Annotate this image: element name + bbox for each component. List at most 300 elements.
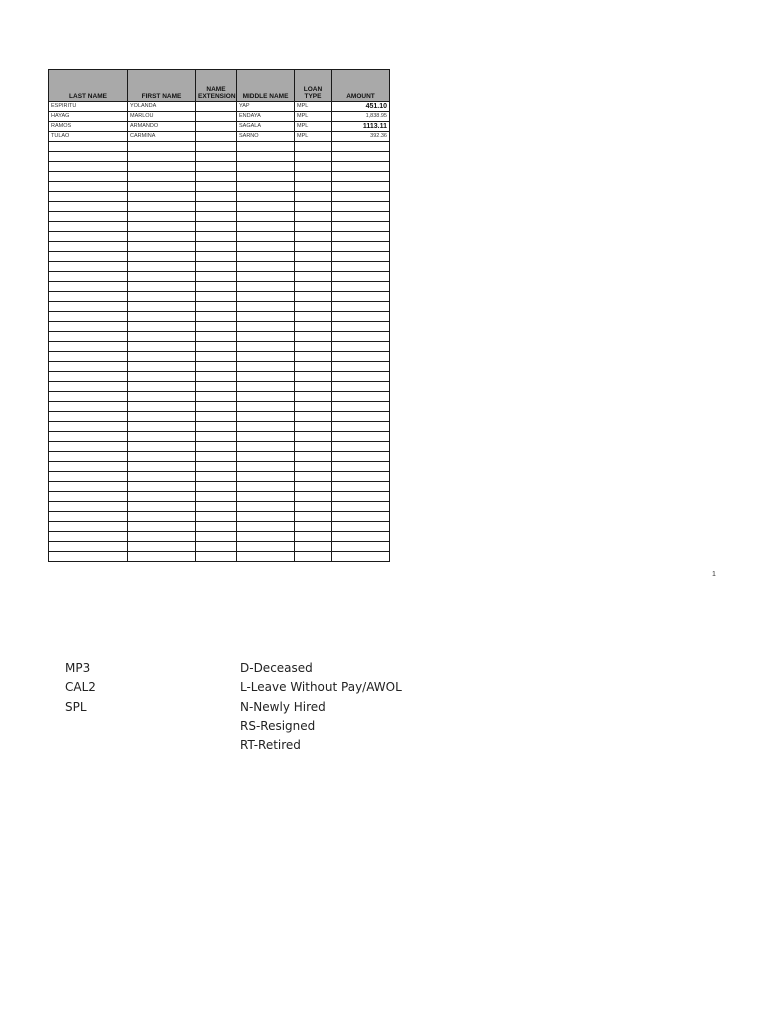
cell-loan-type [295, 142, 332, 152]
empty-row [49, 412, 390, 422]
cell-loan-type: MPL [295, 132, 332, 142]
empty-row [49, 252, 390, 262]
cell-last-name [49, 352, 128, 362]
cell-last-name [49, 262, 128, 272]
cell-middle-name [237, 262, 295, 272]
cell-first-name [128, 512, 196, 522]
cell-loan-type [295, 292, 332, 302]
cell-last-name [49, 332, 128, 342]
cell-last-name [49, 372, 128, 382]
cell-loan-type [295, 322, 332, 332]
cell-loan-type [295, 502, 332, 512]
cell-amount [332, 292, 390, 302]
cell-name-extension [196, 502, 237, 512]
cell-first-name [128, 202, 196, 212]
cell-last-name [49, 202, 128, 212]
cell-loan-type [295, 442, 332, 452]
cell-first-name [128, 252, 196, 262]
cell-name-extension [196, 182, 237, 192]
cell-first-name [128, 322, 196, 332]
cell-amount [332, 262, 390, 272]
cell-loan-type [295, 152, 332, 162]
cell-last-name [49, 542, 128, 552]
cell-first-name [128, 242, 196, 252]
cell-amount [332, 542, 390, 552]
empty-row [49, 542, 390, 552]
cell-middle-name [237, 482, 295, 492]
cell-middle-name [237, 222, 295, 232]
cell-loan-type [295, 552, 332, 562]
cell-loan-type [295, 382, 332, 392]
cell-last-name [49, 212, 128, 222]
cell-loan-type [295, 392, 332, 402]
cell-last-name [49, 152, 128, 162]
cell-first-name [128, 282, 196, 292]
cell-name-extension [196, 282, 237, 292]
cell-last-name [49, 502, 128, 512]
cell-middle-name [237, 432, 295, 442]
legend-item: MP3 [65, 661, 91, 675]
cell-name-extension [196, 342, 237, 352]
cell-first-name [128, 312, 196, 322]
cell-last-name [49, 252, 128, 262]
empty-row [49, 462, 390, 472]
cell-first-name [128, 222, 196, 232]
cell-first-name [128, 302, 196, 312]
cell-first-name [128, 352, 196, 362]
header-amount: AMOUNT [332, 70, 390, 102]
cell-first-name [128, 452, 196, 462]
cell-loan-type [295, 302, 332, 312]
cell-first-name: YOLANDA [128, 102, 196, 112]
empty-row [49, 342, 390, 352]
cell-loan-type: MPL [295, 122, 332, 132]
cell-middle-name [237, 192, 295, 202]
cell-last-name [49, 322, 128, 332]
empty-row [49, 392, 390, 402]
legend-item: CAL2 [65, 680, 96, 695]
header-middle-name: MIDDLE NAME [237, 70, 295, 102]
cell-first-name [128, 292, 196, 302]
cell-name-extension [196, 362, 237, 372]
cell-loan-type [295, 522, 332, 532]
empty-row [49, 432, 390, 442]
cell-first-name [128, 192, 196, 202]
cell-loan-type [295, 262, 332, 272]
empty-row [49, 502, 390, 512]
cell-name-extension [196, 542, 237, 552]
empty-row [49, 312, 390, 322]
table-header-row [49, 70, 390, 102]
cell-name-extension [196, 432, 237, 442]
cell-middle-name: SARNO [237, 132, 295, 142]
cell-middle-name [237, 302, 295, 312]
empty-row [49, 532, 390, 542]
cell-amount [332, 402, 390, 412]
cell-middle-name: ENDAYA [237, 112, 295, 122]
cell-loan-type: MPL [295, 112, 332, 122]
cell-first-name [128, 522, 196, 532]
cell-middle-name [237, 452, 295, 462]
cell-amount [332, 182, 390, 192]
cell-last-name [49, 422, 128, 432]
cell-middle-name [237, 502, 295, 512]
cell-amount [332, 282, 390, 292]
legend-item: RS-Resigned [240, 718, 316, 733]
empty-row [49, 282, 390, 292]
empty-row [49, 262, 390, 272]
cell-name-extension [196, 332, 237, 342]
cell-name-extension [196, 262, 237, 272]
cell-middle-name [237, 152, 295, 162]
cell-amount [332, 232, 390, 242]
cell-first-name [128, 152, 196, 162]
cell-first-name [128, 402, 196, 412]
table-row [49, 102, 390, 112]
cell-name-extension [196, 442, 237, 452]
empty-row [49, 242, 390, 252]
cell-amount [332, 302, 390, 312]
cell-name-extension [196, 212, 237, 222]
legend-item: RT-Retired [240, 738, 301, 753]
cell-middle-name [237, 472, 295, 482]
cell-last-name [49, 272, 128, 282]
cell-name-extension [196, 552, 237, 562]
table-row [49, 122, 390, 132]
cell-amount: 392.36 [332, 132, 390, 142]
cell-loan-type [295, 222, 332, 232]
cell-loan-type [295, 412, 332, 422]
cell-middle-name [237, 402, 295, 412]
cell-loan-type [295, 212, 332, 222]
cell-name-extension [196, 372, 237, 382]
cell-amount [332, 392, 390, 402]
page-number: 1 [712, 571, 716, 578]
cell-first-name [128, 432, 196, 442]
empty-row [49, 472, 390, 482]
cell-name-extension [196, 222, 237, 232]
cell-last-name [49, 192, 128, 202]
cell-last-name [49, 292, 128, 302]
cell-name-extension [196, 452, 237, 462]
cell-amount [332, 382, 390, 392]
cell-middle-name [237, 172, 295, 182]
cell-name-extension [196, 192, 237, 202]
cell-middle-name [237, 142, 295, 152]
cell-amount [332, 162, 390, 172]
cell-loan-type [295, 542, 332, 552]
cell-last-name [49, 142, 128, 152]
cell-middle-name [237, 532, 295, 542]
cell-loan-type [295, 252, 332, 262]
cell-amount [332, 412, 390, 422]
cell-first-name [128, 532, 196, 542]
cell-loan-type [295, 272, 332, 282]
cell-middle-name [237, 522, 295, 532]
empty-row [49, 452, 390, 462]
cell-amount [332, 552, 390, 562]
cell-amount [332, 532, 390, 542]
cell-first-name: ARMANDO [128, 122, 196, 132]
empty-row [49, 422, 390, 432]
cell-middle-name [237, 162, 295, 172]
empty-row [49, 482, 390, 492]
cell-name-extension [196, 272, 237, 282]
cell-name-extension [196, 202, 237, 212]
cell-amount [332, 142, 390, 152]
cell-name-extension [196, 512, 237, 522]
cell-last-name [49, 482, 128, 492]
cell-last-name: TULAO [49, 132, 128, 142]
cell-amount [332, 332, 390, 342]
cell-middle-name [237, 512, 295, 522]
table-body [49, 102, 390, 562]
cell-last-name [49, 172, 128, 182]
cell-last-name: HAYAG [49, 112, 128, 122]
cell-middle-name [237, 252, 295, 262]
empty-row [49, 292, 390, 302]
cell-first-name [128, 372, 196, 382]
cell-first-name [128, 332, 196, 342]
cell-loan-type [295, 232, 332, 242]
cell-middle-name [237, 312, 295, 322]
cell-loan-type [295, 482, 332, 492]
empty-row [49, 222, 390, 232]
cell-middle-name [237, 542, 295, 552]
empty-row [49, 402, 390, 412]
cell-name-extension [196, 462, 237, 472]
cell-amount [332, 432, 390, 442]
cell-amount [332, 482, 390, 492]
cell-middle-name [237, 242, 295, 252]
cell-last-name [49, 342, 128, 352]
empty-row [49, 202, 390, 212]
cell-amount [332, 222, 390, 232]
cell-first-name [128, 462, 196, 472]
cell-first-name [128, 342, 196, 352]
cell-first-name [128, 412, 196, 422]
header-loan-type: LOAN TYPE [295, 70, 332, 102]
cell-loan-type [295, 332, 332, 342]
cell-first-name [128, 472, 196, 482]
cell-middle-name [237, 182, 295, 192]
empty-row [49, 192, 390, 202]
cell-loan-type [295, 402, 332, 412]
cell-amount [332, 242, 390, 252]
cell-last-name [49, 362, 128, 372]
cell-last-name [49, 432, 128, 442]
cell-last-name [49, 312, 128, 322]
empty-row [49, 272, 390, 282]
cell-amount [332, 522, 390, 532]
cell-last-name [49, 442, 128, 452]
cell-first-name [128, 262, 196, 272]
cell-first-name [128, 392, 196, 402]
cell-middle-name [237, 442, 295, 452]
cell-middle-name [237, 292, 295, 302]
legend-item: N-Newly Hired [240, 699, 326, 714]
cell-name-extension [196, 242, 237, 252]
cell-name-extension [196, 402, 237, 412]
cell-amount [332, 472, 390, 482]
cell-first-name: MARLOU [128, 112, 196, 122]
empty-row [49, 302, 390, 312]
table-row [49, 112, 390, 122]
cell-name-extension [196, 102, 237, 112]
cell-name-extension [196, 352, 237, 362]
cell-amount [332, 372, 390, 382]
cell-first-name [128, 542, 196, 552]
cell-name-extension [196, 132, 237, 142]
empty-row [49, 182, 390, 192]
empty-row [49, 212, 390, 222]
cell-middle-name [237, 552, 295, 562]
cell-first-name [128, 212, 196, 222]
cell-loan-type [295, 472, 332, 482]
empty-row [49, 512, 390, 522]
empty-row [49, 552, 390, 562]
cell-first-name [128, 162, 196, 172]
cell-loan-type [295, 282, 332, 292]
cell-amount: 451.10 [332, 102, 390, 112]
cell-first-name [128, 172, 196, 182]
cell-middle-name [237, 462, 295, 472]
cell-last-name [49, 512, 128, 522]
legend-item: L-Leave Without Pay/AWOL [240, 680, 402, 695]
cell-loan-type [295, 422, 332, 432]
cell-amount [332, 152, 390, 162]
cell-amount [332, 352, 390, 362]
cell-name-extension [196, 522, 237, 532]
cell-loan-type [295, 512, 332, 522]
cell-name-extension [196, 252, 237, 262]
cell-loan-type [295, 532, 332, 542]
cell-amount [332, 192, 390, 202]
loan-table [48, 69, 390, 562]
cell-amount: 1,838.95 [332, 112, 390, 122]
cell-last-name [49, 522, 128, 532]
empty-row [49, 382, 390, 392]
cell-loan-type [295, 202, 332, 212]
cell-amount [332, 442, 390, 452]
cell-name-extension [196, 312, 237, 322]
cell-middle-name [237, 352, 295, 362]
empty-row [49, 372, 390, 382]
cell-last-name [49, 232, 128, 242]
cell-name-extension [196, 162, 237, 172]
cell-first-name: CARMINA [128, 132, 196, 142]
cell-middle-name [237, 332, 295, 342]
cell-name-extension [196, 492, 237, 502]
cell-first-name [128, 492, 196, 502]
cell-amount [332, 322, 390, 332]
cell-first-name [128, 232, 196, 242]
cell-amount [332, 212, 390, 222]
empty-row [49, 152, 390, 162]
cell-loan-type [295, 242, 332, 252]
cell-name-extension [196, 532, 237, 542]
empty-row [49, 362, 390, 372]
empty-row [49, 332, 390, 342]
cell-loan-type [295, 192, 332, 202]
cell-amount [332, 422, 390, 432]
cell-amount [332, 452, 390, 462]
cell-name-extension [196, 152, 237, 162]
cell-middle-name [237, 362, 295, 372]
cell-loan-type [295, 342, 332, 352]
cell-first-name [128, 482, 196, 492]
empty-row [49, 492, 390, 502]
cell-last-name [49, 462, 128, 472]
cell-loan-type [295, 362, 332, 372]
cell-amount [332, 492, 390, 502]
cell-amount [332, 172, 390, 182]
cell-middle-name [237, 382, 295, 392]
cell-middle-name [237, 372, 295, 382]
empty-row [49, 172, 390, 182]
cell-amount [332, 512, 390, 522]
empty-row [49, 232, 390, 242]
cell-last-name [49, 382, 128, 392]
cell-last-name [49, 282, 128, 292]
cell-loan-type: MPL [295, 102, 332, 112]
cell-middle-name: YAP [237, 102, 295, 112]
cell-name-extension [196, 232, 237, 242]
cell-loan-type [295, 162, 332, 172]
cell-middle-name [237, 232, 295, 242]
cell-name-extension [196, 412, 237, 422]
cell-last-name [49, 392, 128, 402]
header-first-name: FIRST NAME [128, 70, 196, 102]
cell-amount [332, 312, 390, 322]
legend-item: D-Deceased [240, 661, 313, 675]
cell-last-name [49, 532, 128, 542]
cell-last-name: ESPIRITU [49, 102, 128, 112]
cell-name-extension [196, 302, 237, 312]
cell-last-name [49, 302, 128, 312]
cell-amount: 1113.11 [332, 122, 390, 132]
cell-name-extension [196, 472, 237, 482]
cell-last-name [49, 242, 128, 252]
cell-amount [332, 462, 390, 472]
empty-row [49, 352, 390, 362]
cell-last-name [49, 182, 128, 192]
cell-first-name [128, 422, 196, 432]
cell-middle-name [237, 392, 295, 402]
cell-amount [332, 272, 390, 282]
cell-loan-type [295, 372, 332, 382]
cell-middle-name [237, 412, 295, 422]
cell-first-name [128, 362, 196, 372]
legend-item: SPL [65, 699, 87, 714]
cell-first-name [128, 502, 196, 512]
cell-name-extension [196, 482, 237, 492]
cell-first-name [128, 442, 196, 452]
cell-name-extension [196, 142, 237, 152]
cell-name-extension [196, 382, 237, 392]
cell-last-name [49, 412, 128, 422]
cell-amount [332, 202, 390, 212]
cell-name-extension [196, 422, 237, 432]
header-name-extension: NAME EXTENSION [196, 70, 237, 102]
cell-loan-type [295, 352, 332, 362]
empty-row [49, 522, 390, 532]
cell-name-extension [196, 172, 237, 182]
cell-amount [332, 362, 390, 372]
cell-loan-type [295, 172, 332, 182]
cell-first-name [128, 382, 196, 392]
empty-row [49, 142, 390, 152]
